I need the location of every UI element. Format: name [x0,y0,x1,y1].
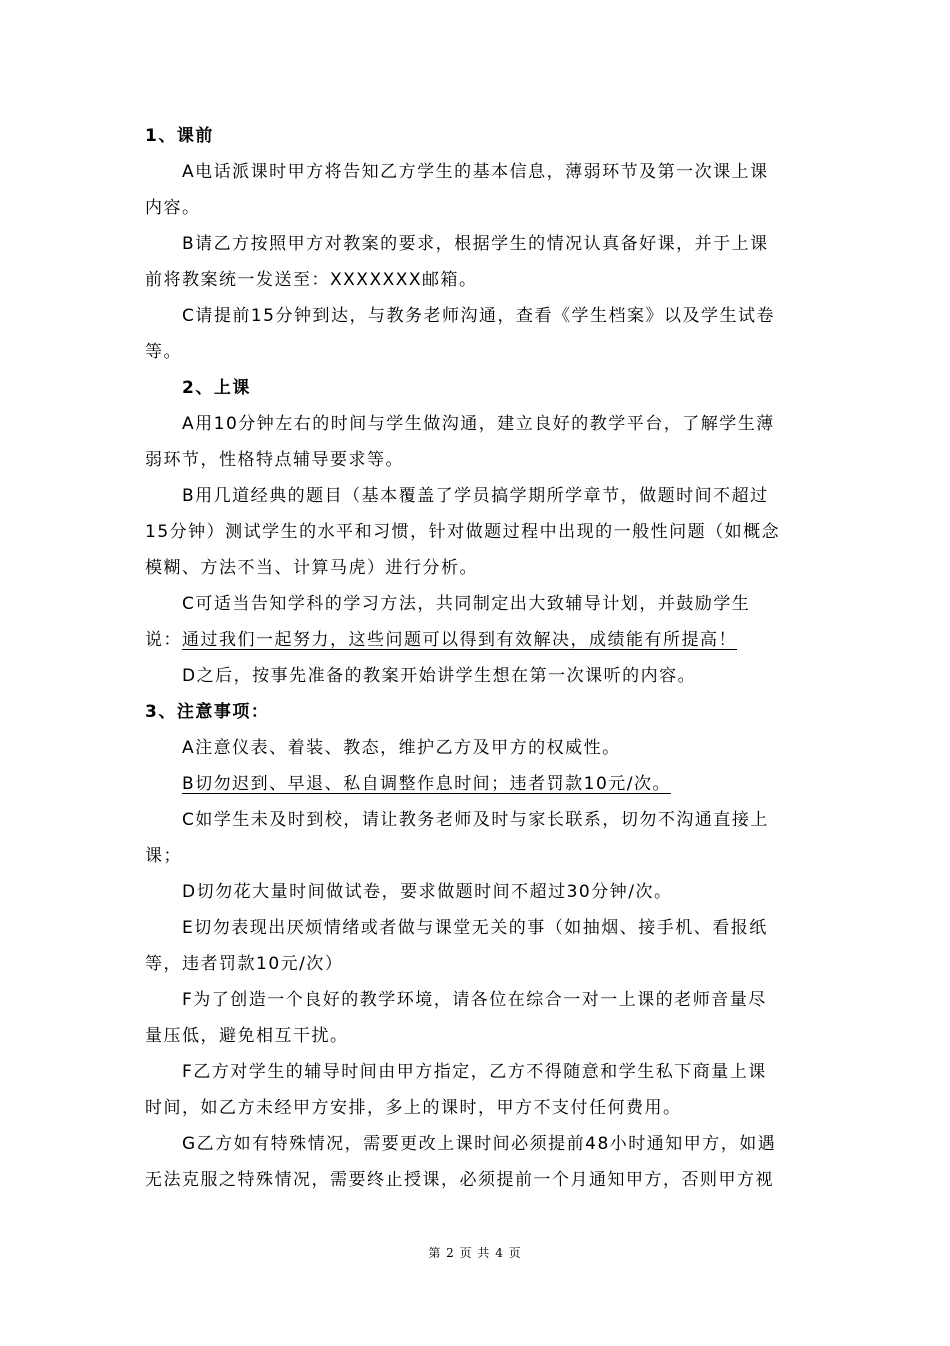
section-heading-in-class: 2、上课 [182,378,251,398]
paragraph-line: 前将教案统一发送至：XXXXXXX邮箱。 [145,270,478,290]
underlined-rule-line [145,766,807,802]
paragraph-line: F乙方对学生的辅导时间由甲方指定，乙方不得随意和学生私下商量上课 [182,1062,767,1082]
underlined-rule: B切勿迟到、早退、私自调整作息时间；违者罚款10元/次。 [182,774,672,794]
page-footer: 第 2 页 共 4 页 [428,1246,522,1260]
paragraph-line: 内容。 [145,198,201,218]
paragraph-line: 15分钟）测试学生的水平和习惯，针对做题过程中出现的一般性问题（如概念 [145,522,781,542]
paragraph-line: B请乙方按照甲方对教案的要求，根据学生的情况认真备好课，并于上课 [182,234,769,254]
paragraph-line: A用10分钟左右的时间与学生做沟通，建立良好的教学平台，了解学生薄 [182,414,775,434]
paragraph-line: 等。 [145,342,182,362]
paragraph-line: D之后，按事先准备的教案开始讲学生想在第一次课听的内容。 [182,666,697,686]
paragraph-line: F为了创造一个良好的教学环境，请各位在综合一对一上课的老师音量尽 [182,990,767,1010]
paragraph-line: 无法克服之特殊情况，需要终止授课，必须提前一个月通知甲方，否则甲方视 [145,1170,774,1190]
paragraph-prefix: 说： [145,630,182,650]
section-heading-before-class: 1、课前 [145,126,214,146]
section-heading-notes: 3、注意事项： [145,702,270,722]
paragraph-line: 课； [145,846,182,866]
paragraph-line: 量压低，避免相互干扰。 [145,1026,349,1046]
paragraph-line: B用几道经典的题目（基本覆盖了学员搞学期所学章节，做题时间不超过 [182,486,769,506]
paragraph-line: 等，违者罚款10元/次） [145,954,344,974]
paragraph-line: A电话派课时甲方将告知乙方学生的基本信息，薄弱环节及第一次课上课 [182,162,769,182]
paragraph-line-with-underline [145,622,807,658]
paragraph-line: C可适当告知学科的学习方法，共同制定出大致辅导计划，并鼓励学生 [182,594,751,614]
paragraph-line: C如学生未及时到校，请让教务老师及时与家长联系，切勿不沟通直接上 [182,810,769,830]
paragraph-line: E切勿表现出厌烦情绪或者做与课堂无关的事（如抽烟、接手机、看报纸 [182,918,768,938]
paragraph-line: D切勿花大量时间做试卷，要求做题时间不超过30分钟/次。 [182,882,673,902]
paragraph-line: G乙方如有特殊情况，需要更改上课时间必须提前48小时通知甲方，如遇 [182,1134,777,1154]
paragraph-line: 时间，如乙方未经甲方安排，多上的课时，甲方不支付任何费用。 [145,1098,682,1118]
document-body [145,118,807,1198]
paragraph-line: A注意仪表、着装、教态，维护乙方及甲方的权威性。 [182,738,621,758]
paragraph-line: 弱环节，性格特点辅导要求等。 [145,450,404,470]
paragraph-line: 模糊、方法不当、计算马虎）进行分析。 [145,558,478,578]
paragraph-line: C请提前15分钟到达，与教务老师沟通，查看《学生档案》以及学生试卷 [182,306,776,326]
underlined-encouragement: 通过我们一起努力，这些问题可以得到有效解决，成绩能有所提高！ [182,630,737,650]
